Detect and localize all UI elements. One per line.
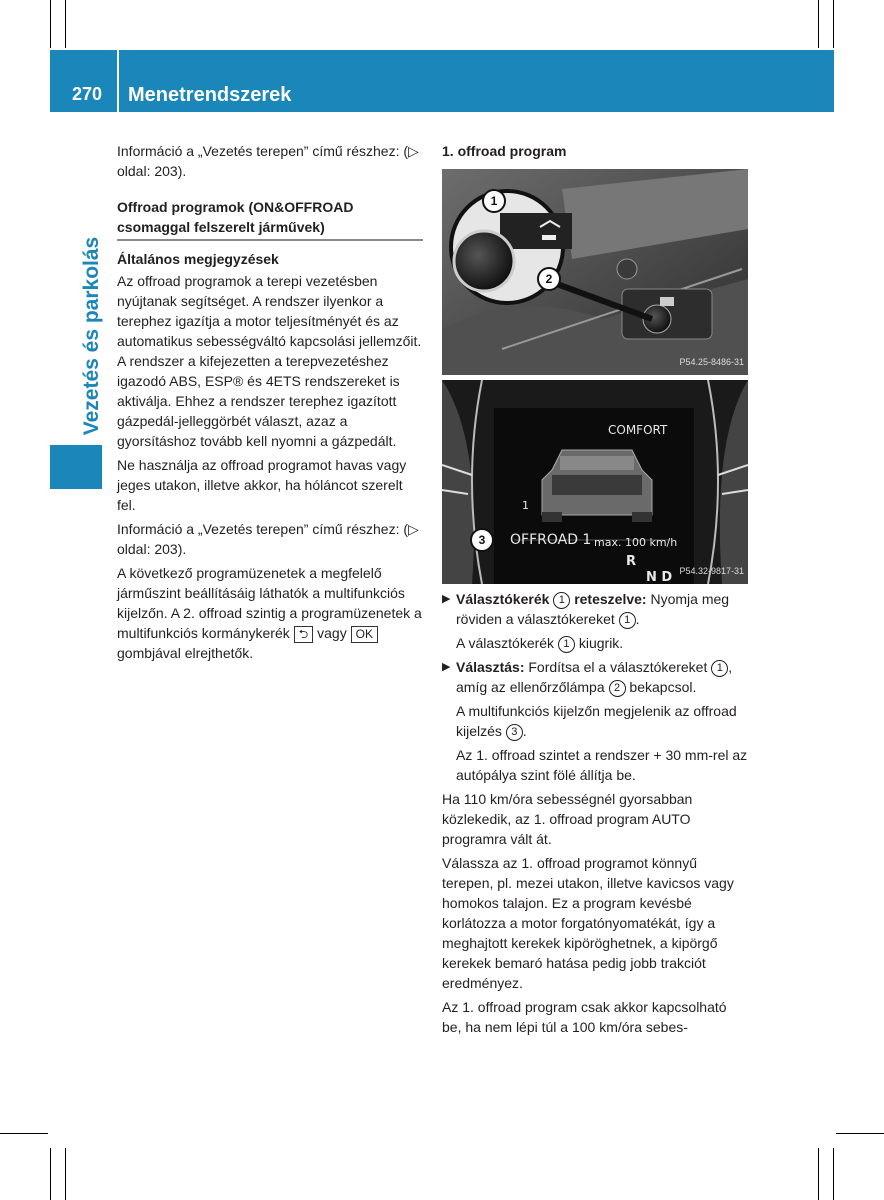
paragraph: Az offroad programok a terepi vezetésben nyújtanak segítséget. A rendszer ilyenkor a terephez igazítja a motor teljesítményét és az automatikus sebességváltó kapcsolási jellemzőit. A rendszer a kifejezetten a terepvezetéshez igazodó ABS, ESP® és 4ETS rendszereket is aktiválja. Ehhez a rendszer terephez igazított gázpedál-jelleggörbét választ, azaz a gyorsításhoz tovább kell nyomni a gázpedált. <box>117 273 422 449</box>
step-text: , amíg az ellenőrzőlámpa <box>456 659 733 695</box>
figure-code: P54.32-9817-31 <box>679 566 744 576</box>
step-label: Választókerék <box>456 591 550 607</box>
paragraph <box>117 563 423 663</box>
side-tab-label: Vezetés és parkolás <box>80 236 103 436</box>
crop-mark <box>50 1148 51 1200</box>
paragraph: Információ a „Vezetés terepen” című részhez: (▷ oldal: 203). <box>117 521 419 557</box>
back-key-icon: ⮌ <box>294 626 314 643</box>
text: vagy <box>317 625 347 641</box>
lcd-gear-r: R <box>626 554 637 569</box>
text: A választókerék <box>456 635 555 651</box>
step-label: Választás: <box>456 659 525 675</box>
crop-mark <box>818 0 819 48</box>
paragraph: Az 1. offroad program csak akkor kapcsolható be, ha nem lépi túl a 100 km/óra sebes- <box>442 999 727 1035</box>
instruction-step <box>442 657 748 697</box>
crop-mark <box>836 1133 884 1134</box>
step-result: A multifunkciós kijelzőn megjelenik az offroad kijelzés 3 . <box>456 703 737 739</box>
crop-mark <box>50 0 51 48</box>
step-text: Nyomja meg röviden a választókereket <box>456 591 730 627</box>
page-number: 270 <box>72 84 103 104</box>
step-result <box>442 633 748 653</box>
text: A multifunkciós kijelzőn megjelenik az offroad kijelzés <box>456 703 737 739</box>
crop-mark <box>833 1148 834 1200</box>
left-column <box>117 141 423 667</box>
step-text: bekapcsol. <box>629 679 697 695</box>
callout-ref-1: 1 <box>553 592 570 609</box>
sub-heading: Általános megjegyzések <box>117 251 279 267</box>
right-column <box>442 141 748 1041</box>
intro-paragraph: Információ a „Vezetés terepen” című részhez: (▷ oldal: 203). <box>117 143 419 179</box>
crop-mark <box>65 0 66 48</box>
crop-mark <box>833 0 834 48</box>
figure-selector-dial <box>442 169 748 375</box>
figure-code: P54.25-8486-31 <box>679 357 744 367</box>
cluster-illustration <box>442 380 748 584</box>
callout-3: 3 <box>470 528 494 552</box>
text: gombjával elrejthetők. <box>117 645 254 661</box>
paragraph: Ne használja az offroad programot havas vagy jeges utakon, illetve akkor, ha hóláncot szerelt fel. <box>117 457 407 513</box>
lcd-mode: COMFORT <box>608 423 668 437</box>
callout-ref-2: 2 <box>609 680 626 697</box>
step-result: Az 1. offroad szintet a rendszer + 30 mm-rel az autópálya szint fölé állítja be. <box>456 747 748 783</box>
callout-ref-1: 1 <box>619 612 636 629</box>
text: A következő programüzenetek a megfelelő járműszint beállításáig láthatók a multifunkciós kijelzőn. A 2. offroad szintig a programüzenetek a multifunkciós kormánykerék <box>117 565 422 641</box>
callout-ref-1: 1 <box>711 660 728 677</box>
lcd-offroad: OFFROAD 1 <box>510 532 592 548</box>
lcd-gear-next: N D <box>646 570 673 584</box>
section-heading: Offroad programok (ON&OFFROAD csomaggal felszerelt járművek) <box>117 197 423 241</box>
step-text: Fordítsa el a választókereket <box>528 659 708 675</box>
figure-instrument-cluster <box>442 380 748 584</box>
lcd-max-speed: max. 100 km/h <box>594 536 678 549</box>
triangle-bullet-icon: ▶ <box>442 593 451 605</box>
text: kiugrik. <box>578 635 624 651</box>
callout-ref-3: 3 <box>506 724 523 741</box>
side-tab-block <box>50 445 102 489</box>
ok-key-icon: OK <box>351 626 378 643</box>
header-separator <box>117 50 119 112</box>
callout-ref-1: 1 <box>558 636 575 653</box>
crop-mark <box>818 1148 819 1200</box>
paragraph: Válassza az 1. offroad programot könnyű terepen, pl. mezei utakon, illetve kavicsos vagy homokos talajon. Ez a program kevésbé korlátozza a motor forgatónyomatékát, így a meghajtott kerekek kipöröghetnek, a kipörgő kerekek bemaró hatása pedig jobb trakciót eredményez. <box>442 855 734 991</box>
lcd-level: 1 <box>522 499 529 512</box>
instruction-step: ▶ Választókerék 1 reteszelve: Nyomja meg röviden a választókereket 1 . <box>442 591 730 627</box>
callout-2: 2 <box>537 267 561 291</box>
paragraph: Ha 110 km/óra sebességnél gyorsabban közlekedik, az 1. offroad program AUTO programra vált át. <box>442 791 693 847</box>
callout-1: 1 <box>482 189 506 213</box>
crop-mark <box>0 1133 48 1134</box>
step-label: reteszelve: <box>574 591 647 607</box>
triangle-bullet-icon: ▶ <box>442 661 451 673</box>
crop-mark <box>65 1148 66 1200</box>
subsection-heading: 1. offroad program <box>442 143 567 159</box>
chapter-title: Menetrendszerek <box>128 84 292 106</box>
